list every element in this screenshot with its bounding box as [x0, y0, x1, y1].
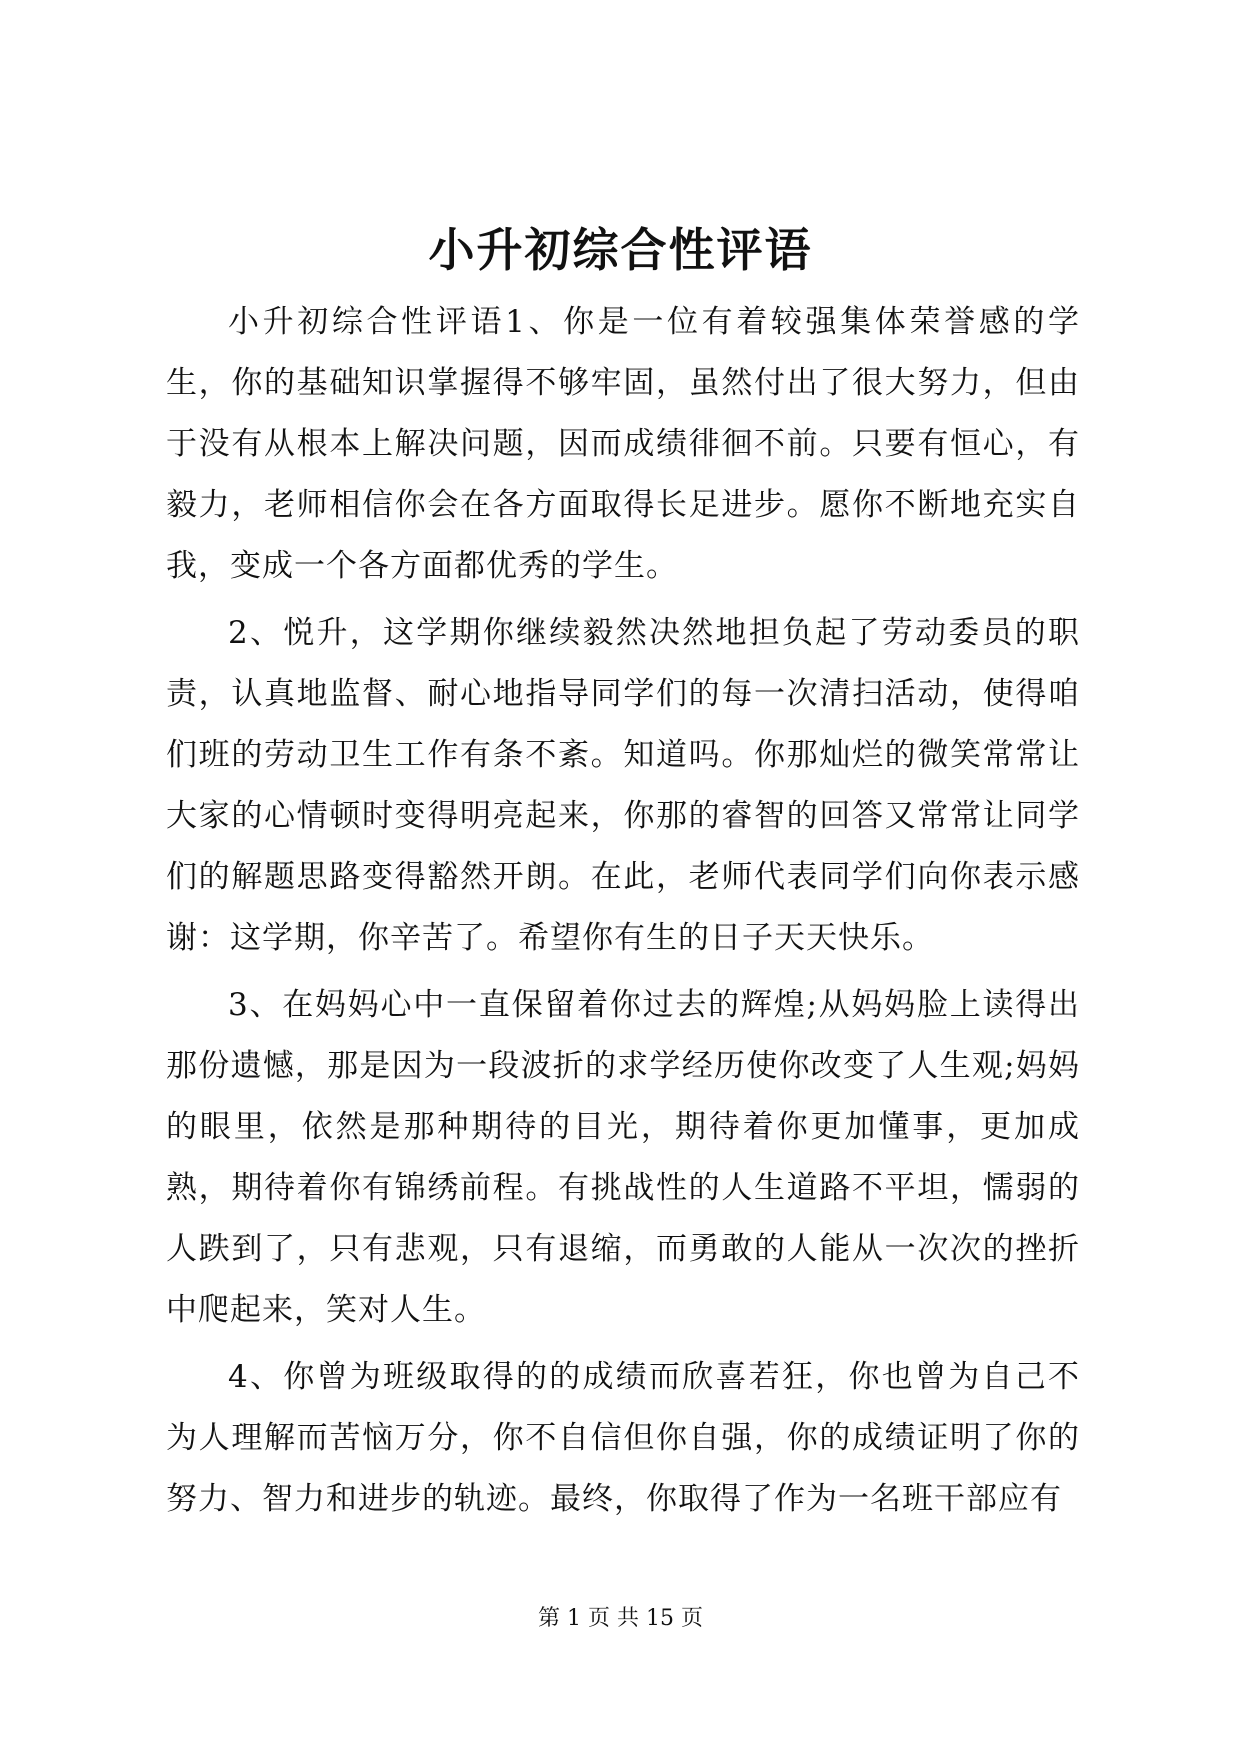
- paragraph-1: 小升初综合性评语1、你是一位有着较强集体荣誉感的学生，你的基础知识掌握得不够牢固，虽然付出了很大努力，但由于没有从根本上解决问题，因而成绩徘徊不前。只要有恒心，有毅力，老师相信你会在各方面取得长足进步。愿你不断地充实自我，变成一个各方面都优秀的学生。: [166, 304, 1080, 584]
- document-body: [166, 292, 1080, 1530]
- page-footer: 第 1 页 共 15 页: [538, 1606, 703, 1631]
- paragraph-4: 4、你曾为班级取得的的成绩而欣喜若狂，你也曾为自己不为人理解而苦恼万分，你不自信但你自强，你的成绩证明了你的努力、智力和进步的轨迹。最终，你取得了作为一名班干部应有: [166, 1359, 1080, 1517]
- paragraph-3: 3、在妈妈心中一直保留着你过去的辉煌;从妈妈脸上读得出那份遗憾，那是因为一段波折的求学经历使你改变了人生观;妈妈的眼里，依然是那种期待的目光，期待着你更加懂事，更加成熟，期待着你有锦绣前程。有挑战性的人生道路不平坦，懦弱的人跌到了，只有悲观，只有退缩，而勇敢的人能从一次次的挫折中爬起来，笑对人生。: [166, 987, 1080, 1328]
- document-title: 小升初综合性评语: [428, 223, 813, 277]
- paragraph-2: 2、悦升，这学期你继续毅然决然地担负起了劳动委员的职责，认真地监督、耐心地指导同学们的每一次清扫活动，使得咱们班的劳动卫生工作有条不紊。知道吗。你那灿烂的微笑常常让大家的心情顿时变得明亮起来，你那的睿智的回答又常常让同学们的解题思路变得豁然开朗。在此，老师代表同学们向你表示感谢：这学期，你辛苦了。希望你有生的日子天天快乐。: [166, 615, 1080, 956]
